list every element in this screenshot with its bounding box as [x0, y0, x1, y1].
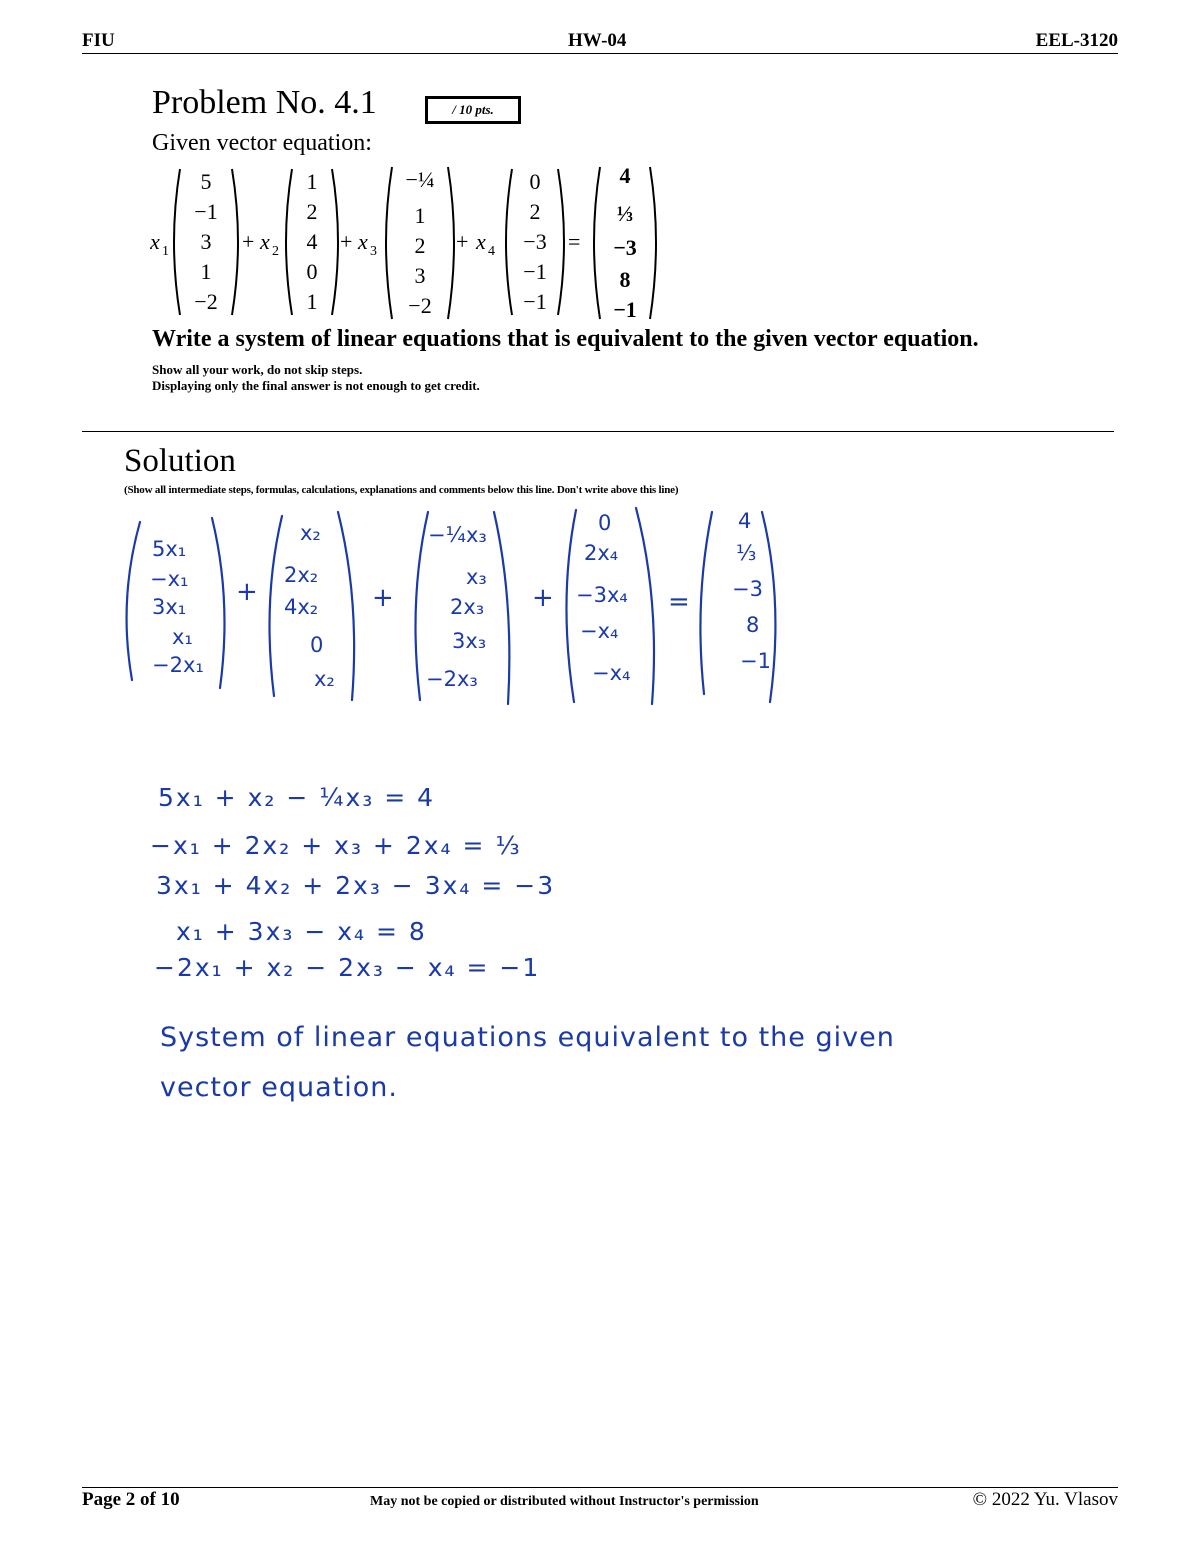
equals-sign: =: [568, 229, 581, 254]
header-course-school: FIU: [82, 30, 115, 51]
sub-2: 2: [272, 244, 279, 259]
hw-equation-1: 5x₁ + x₂ − ¼x₃ = 4: [158, 783, 436, 812]
task-statement: Write a system of linear equations that is equivalent to the given vector equation.: [152, 326, 979, 352]
rhs-cell: 8: [619, 267, 631, 292]
hw-cell: −3: [732, 577, 763, 601]
plus-sign: +: [456, 229, 469, 254]
hw-cell: 0: [598, 511, 612, 535]
hw-cell: x₂: [300, 521, 321, 545]
solution-note: (Show all intermediate steps, formulas, calculations, explanations and comments below this line. Don't write above this line): [124, 484, 679, 496]
hw-equation-4: x₁ + 3x₃ − x₄ = 8: [176, 917, 427, 946]
instruction-note: Show all your work, do not skip steps.: [152, 362, 363, 377]
hw-cell: −2x₃: [426, 667, 478, 691]
hw-cell: −x₁: [150, 567, 189, 591]
footer-author: © 2022 Yu. Vlasov: [972, 1489, 1118, 1510]
col2-cell: 4: [306, 229, 318, 254]
hw-cell: x₃: [466, 565, 487, 589]
hw-equals: =: [668, 587, 690, 617]
col3-cell: 2: [414, 233, 426, 258]
hw-cell: 4: [738, 509, 752, 533]
hw-cell: x₁: [172, 625, 193, 649]
col4-cell: −1: [523, 289, 547, 314]
hw-cell: −x₄: [592, 661, 631, 685]
footer-page-number: Page 2 of 10: [82, 1489, 180, 1510]
hw-cell: 5x₁: [152, 537, 187, 561]
hw-cell: −x₄: [580, 619, 619, 643]
hw-conclusion-line2: vector equation.: [160, 1072, 398, 1103]
col3-cell: 3: [414, 263, 426, 288]
rhs-cell: −3: [613, 235, 637, 260]
hw-cell: 8: [746, 613, 760, 637]
col2-cell: 1: [306, 169, 318, 194]
instruction-note: Displaying only the final answer is not enough to get credit.: [152, 378, 480, 393]
plus-sign: +: [340, 229, 353, 254]
hw-plus: +: [532, 583, 554, 613]
var-x1: x: [150, 229, 160, 254]
hw-cell: 2x₂: [284, 563, 319, 587]
col3-cell: −2: [408, 293, 432, 318]
col3-cell: −¼: [405, 167, 435, 192]
col1-cell: −2: [194, 289, 218, 314]
hw-cell: 0: [310, 633, 324, 657]
footer-rule: [82, 1487, 1118, 1488]
hw-cell: 3x₃: [452, 629, 487, 653]
hw-equation-3: 3x₁ + 4x₂ + 2x₃ − 3x₄ = −3: [156, 871, 556, 900]
var-x4: x: [476, 229, 486, 254]
footer-copyright-notice: May not be copied or distributed without Instructor's permission: [370, 1494, 759, 1509]
var-x2: x: [260, 229, 270, 254]
hw-conclusion-line1: System of linear equations equivalent to the given: [160, 1022, 895, 1053]
hw-cell: 4x₂: [284, 595, 319, 619]
rhs-cell: −1: [613, 297, 637, 321]
hw-equation-2: −x₁ + 2x₂ + x₃ + 2x₄ = ⅓: [150, 831, 522, 860]
rhs-cell: 4: [619, 163, 631, 188]
col1-cell: 5: [200, 169, 212, 194]
hw-cell: 2x₃: [450, 595, 485, 619]
col2-cell: 2: [306, 199, 318, 224]
var-x3: x: [358, 229, 368, 254]
rhs-cell: ⅓: [616, 201, 634, 226]
col4-cell: 2: [529, 199, 541, 224]
sub-3: 3: [370, 244, 377, 259]
col2-cell: 1: [306, 289, 318, 314]
hw-cell: x₂: [314, 667, 335, 691]
header-assignment: HW-04: [568, 30, 627, 51]
col1-cell: 3: [200, 229, 212, 254]
hw-plus: +: [236, 577, 258, 607]
col3-cell: 1: [414, 203, 426, 228]
col4-cell: −3: [523, 229, 547, 254]
hw-cell: 3x₁: [152, 595, 187, 619]
solution-title: Solution: [124, 443, 236, 479]
hw-equation-5: −2x₁ + x₂ − 2x₃ − x₄ = −1: [154, 953, 541, 982]
sub-1: 1: [162, 244, 169, 259]
col4-cell: 0: [529, 169, 541, 194]
col2-cell: 0: [306, 259, 318, 284]
hw-cell: 2x₄: [584, 541, 619, 565]
problem-title: Problem No. 4.1: [152, 84, 377, 121]
plus-sign: +: [242, 229, 255, 254]
col1-cell: −1: [194, 199, 218, 224]
sub-4: 4: [488, 244, 495, 259]
points-label: / 10 pts.: [452, 102, 494, 117]
given-label: Given vector equation:: [152, 130, 372, 156]
hw-cell: −¼x₃: [428, 523, 487, 547]
hw-cell: ⅓: [736, 541, 757, 565]
hw-cell: −2x₁: [152, 653, 204, 677]
hw-cell: −3x₄: [576, 583, 628, 607]
hw-cell: −1: [740, 649, 771, 673]
hw-plus: +: [372, 583, 394, 613]
col4-cell: −1: [523, 259, 547, 284]
col1-cell: 1: [200, 259, 212, 284]
header-course-code: EEL-3120: [1035, 30, 1118, 51]
